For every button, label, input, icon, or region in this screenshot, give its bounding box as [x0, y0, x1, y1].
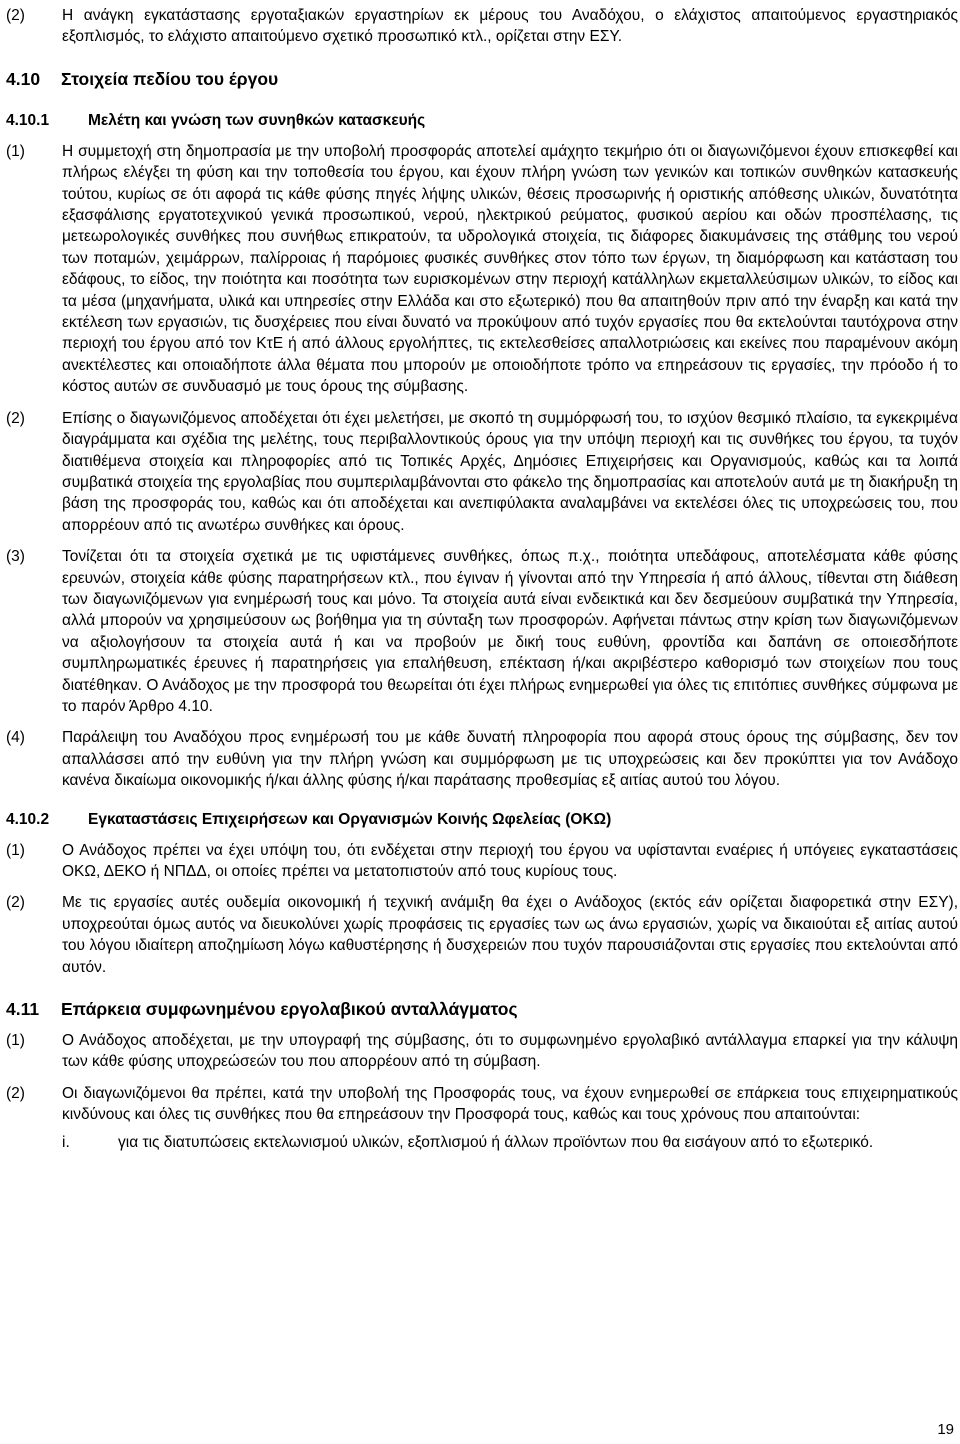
subsection-heading — [6, 110, 958, 131]
item-text: Τονίζεται ότι τα στοιχεία σχετικά με τις υφιστάμενες συνθήκες, όπως π.χ., ποιότητα υπεδάφους, αποτελέσματα κάθε φύσης ερευνών, στοιχεία κάθε φύσης παρατηρήσεων κτλ., που έγιναν ή γίνονται από την Υπηρεσία ή από άλλους, τίθενται στη διάθεση των διαγωνιζόμενων για ενημέρωσή τους και μόνο. Τα στοιχεία αυτά είναι ενδεικτικά και δεν δεσμεύουν συμβατικά την Υπηρεσία, αλλά μπορούν να χρησιμεύσουν ως βοήθημα για τη σύνταξη των προσφορών. Αφήνεται πάντως στην κρίση των διαγωνιζόμενων να αξιολογήσουν τα στοιχεία αυτά ή και να προβούν με δική τους ευθύνη, φροντίδα και δαπάνη σε οποιεσδήποτε συμπληρωματικές έρευνες ή παρατηρήσεις για επαλήθευση, επέκταση ή/και ακριβέστερο καθορισμό των στοιχείων που τους διατέθηκαν. Ο Ανάδοχος με την προσφορά του θεωρείται ότι έχει πλήρως ενημερωθεί για όλες τις επιτόπιες συνθήκες σύμφωνα με το παρόν Άρθρο 4.10. — [62, 548, 958, 715]
sub-item-number: i. — [62, 1133, 70, 1151]
list-item — [6, 141, 958, 398]
item-text: Οι διαγωνιζόμενοι θα πρέπει, κατά την υποβολή της Προσφοράς τους, να έχουν ενημερωθεί σε επάρκεια τους επιχειρηματικούς κινδύνους και όλες τις συνθήκες που θα επηρεάσουν την Προσφορά τους, καθώς και τους χρόνους που απαιτούνται: — [62, 1084, 958, 1124]
list-item — [6, 727, 958, 791]
list-item — [6, 840, 958, 883]
subsection-title: Εγκαταστάσεις Επιχειρήσεων και Οργανισμών Κοινής Ωφελείας (ΟΚΩ) — [88, 810, 612, 828]
subsection-title: Μελέτη και γνώση των συνηθκών κατασκευής — [88, 111, 426, 129]
item-number: (2) — [6, 1084, 25, 1102]
list-item — [6, 546, 958, 717]
list-item — [6, 5, 958, 48]
item-number: (2) — [6, 7, 25, 24]
item-text: Η ανάγκη εγκατάστασης εργοταξιακών εργαστηρίων εκ μέρους του Αναδόχου, ο ελάχιστος απαιτούμενος εργαστηριακός εξοπλισμός, το ελάχιστο απαιτούμενο σχετικό προσωπικό κτλ., ορίζεται στην ΕΣΥ. — [62, 7, 958, 46]
list-item — [6, 1083, 958, 1126]
list-item — [6, 892, 958, 978]
subsection-number: 4.10.2 — [6, 810, 50, 828]
item-text: Ο Ανάδοχος αποδέχεται, με την υπογραφή της σύμβασης, ότι το συμφωνημένο εργολαβικό αντάλλαγμα επαρκεί για την κάλυψη των κάθε φύσης υποχρεώσεών του που απορρέουν από τη σύμβαση. — [62, 1032, 958, 1071]
item-text: Ο Ανάδοχος πρέπει να έχει υπόψη του, ότι ενδέχεται στην περιοχή του έργου να υφίστανται εναέριες ή υπόγειες εγκαταστάσεις ΟΚΩ, ΔΕΚΟ ή ΝΠΔΔ, οι οποίες πρέπει να μετατοπιστούν από τους κυρίους τους. — [62, 841, 958, 880]
list-item — [6, 1030, 958, 1073]
section-title: Επάρκεια συμφωνημένου εργολαβικού ανταλλάγματος — [61, 999, 518, 1020]
item-number: (4) — [6, 729, 25, 747]
subsection-number: 4.10.1 — [6, 111, 50, 129]
item-number: (3) — [6, 548, 25, 566]
item-text: Επίσης ο διαγωνιζόμενος αποδέχεται ότι έχει μελετήσει, με σκοπό τη συμμόρφωσή του, το ισχύον θεσμικό πλαίσιο, τα εγκεκριμένα διαγράμματα και σχέδια της μελέτης, τους περιβαλλοντικούς όρους για την υπόψη περιοχή και τις συνθήκες του έργου, τα τυχόν διατιθέμενα στοιχεία και πληροφορίες από τις Τοπικές Αρχές, Δημόσιες Επιχειρήσεις και Οργανισμούς, καθώς και τα λοιπά συμβατικά στοιχεία της εργολαβίας που συμπεριλαμβάνονται στο φάκελο της δημοπρασίας και αποτελούν αυτά με τη διακήρυξη τη βάση της προσφοράς του, καθώς και ότι αποδέχεται και ανεπιφύλακτα αναλαμβάνει να εκτελέσει όλες τις υποχρεώσεις του, που απορρέουν από τις ανωτέρω συνθήκες και όρους. — [62, 409, 958, 534]
item-text: Η συμμετοχή στη δημοπρασία με την υποβολή προσφοράς αποτελεί αμάχητο τεκμήριο ότι οι διαγωνιζόμενοι έχουν επισκεφθεί και πλήρως ελέγξει τη φύση και την τοποθεσία του έργου, και έχουν πλήρη γνώση των γενικών και τοπικών συνθηκών κατασκευής τούτου, κυρίως σε ότι αφορά τις κάθε φύσης πηγές λήψης υλικών, θέσεις προσωρινής ή οριστικής απόθεσης υλικών, δυνατότητα εξασφάλισης εργατοτεχνικού γενικά προσωπικού, νερού, ηλεκτρικού ρεύματος, φυσικού αερίου και οδών προσπέλασης, τις μετεωρολογικές συνθήκες που συνήθως επικρατούν, τα υδρολογικά στοιχεία, τις διάφορες διακυμάνσεις της στάθμης του νερού των ποταμών, χειμάρρων, παλίρροιας ή παρόμοιες φυσικές συνθήκες στον τόπο των έργων, τη διαμόρφωση και κατάσταση του εδάφους, το είδος, την ποιότητα και ποσότητα των ευρισκομένων στην περιοχή κατάλληλων εκμεταλλεύσιμων υλικών, το είδος και τα μέσα (μηχανήματα, υλικά και υπηρεσίες στην Ελλάδα και στο εξωτερικό) που θα απαιτηθούν πριν από την έναρξη και κατά την εκτέλεση των εργασιών, τις δυσχέρειες που είναι δυνατό να προκύψουν από τυχόν εργασίες που θα εκτελούνται ταυτόχρονα στην περιοχή του έργου από τον ΚτΕ ή από άλλους εργολήπτες, τις εκτελεσθείσες απαλλοτριώσεις και εκείνες που παραμένουν ακόμη ανεκτέλεστες και οποιαδήποτε άλλα θέματα που μπορούν με οποιοδήποτε τρόπο να επηρεάσουν τις εργασίες, την πρόοδο ή το κόστος αυτών σε συνδυασμό με τους όρους της σύμβασης. — [62, 142, 958, 396]
page-number: 19 — [937, 1421, 954, 1438]
sub-list-item — [62, 1132, 958, 1153]
section-number: 4.11 — [6, 999, 40, 1020]
section-heading — [6, 998, 958, 1020]
item-number: (2) — [6, 894, 25, 912]
section-heading — [6, 68, 958, 90]
section-title: Στοιχεία πεδίου του έργου — [61, 68, 279, 89]
item-text: Με τις εργασίες αυτές ουδεμία οικονομική ή τεχνική ανάμιξη θα έχει ο Ανάδοχος (εκτός εάν ορίζεται διαφορετικά στην ΕΣΥ), υποχρεούται όμως αυτός να διευκολύνει χωρίς προφάσεις τις εργασίες των ως άνω εργασιών, χωρίς να δικαιούται εξ αιτίας αυτού του λόγου ιδιαίτερη αποζημίωση λόγω καθυστέρησης ή δυσχερειών που τυχόν παρουσιάζονται στις εργασίες που εκτελούνται από αυτόν. — [62, 894, 958, 976]
document-page — [6, 0, 958, 1153]
section-number: 4.10 — [6, 68, 41, 89]
sub-item-text: για τις διατυπώσεις εκτελωνισμού υλικών, εξοπλισμού ή άλλων προϊόντων που θα εισάγουν από το εξωτερικό. — [118, 1133, 874, 1151]
item-number: (2) — [6, 409, 25, 427]
item-number: (1) — [6, 1032, 25, 1050]
list-item — [6, 408, 958, 536]
item-text: Παράλειψη του Αναδόχου προς ενημέρωσή του με κάθε δυνατή πληροφορία που αφορά στους όρους της σύμβασης, δεν τον απαλλάσσει από την ευθύνη για την πλήρη γνώση και συμμόρφωση με τις υποχρεώσεις και δεν προκύπτει για τον Ανάδοχο κανένα δικαίωμα οικονομικής ή/και άλλης φύσης ή/και παράτασης προθεσμίας εξ αιτίας αυτού του λόγου. — [62, 729, 958, 790]
subsection-heading — [6, 809, 958, 830]
item-number: (1) — [6, 142, 25, 160]
item-number: (1) — [6, 841, 25, 859]
